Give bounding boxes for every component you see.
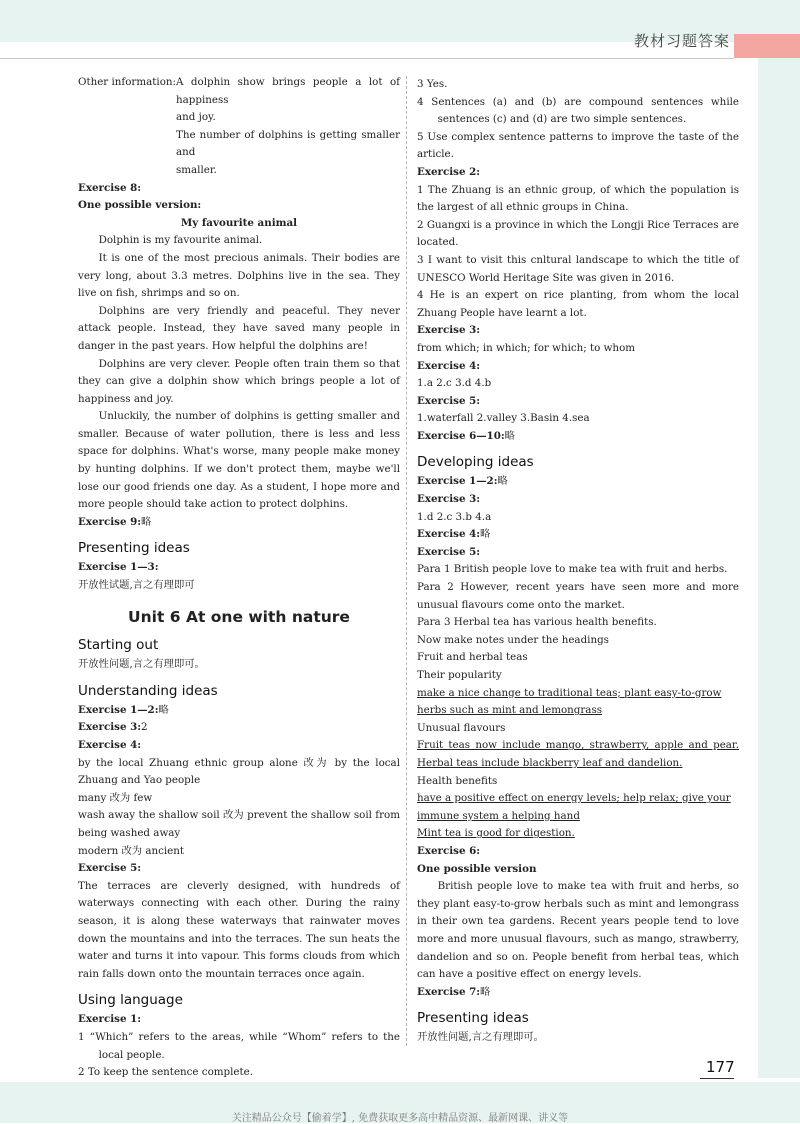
- exercise-heading: Exercise 7:: [417, 985, 481, 998]
- answer-line: 3 Yes.: [417, 78, 448, 90]
- exercise-heading: Exercise 4:: [417, 528, 481, 541]
- correction-line: by the local Zhuang ethnic group alone 改为 by the local Zhuang and Yao people: [78, 756, 400, 787]
- section-heading-presenting: Presenting ideas: [78, 540, 190, 557]
- other-info-line: The number of dolphins is getting smaller and: [176, 128, 400, 159]
- essay-paragraph: Dolphin is my favourite animal.: [98, 234, 263, 247]
- exercise-heading: Exercise 2:: [417, 165, 481, 178]
- answer-paragraph: The terraces are cleverly designed, with hundreds of waterways connecting with each other. During the rainy season, it is along these waterways that rainwater moves down the mountains and into the terraces. The sun heats the water and turns it into vapour. This forms clouds from which rain falls down onto the mountain terraces once again.: [78, 879, 400, 980]
- answer-line: 4 He is an expert on rice planting, from whom the local Zhuang People have learnt a lot.: [417, 289, 739, 319]
- answer-line: 5 Use complex sentence patterns to improve the taste of the article.: [417, 130, 739, 161]
- exercise-answer: 略: [497, 475, 508, 488]
- section-heading-understanding: Understanding ideas: [78, 682, 218, 699]
- exercise-answer: 2: [141, 721, 148, 734]
- essay-paragraph: Dolphins are very friendly and peaceful. They never attack people. Instead, they have saved many people in danger in the past years. How helpful the dolphins are!: [78, 304, 400, 352]
- exercise-answer: 略: [480, 985, 491, 998]
- essay-paragraph: Dolphins are very clever. People often train them so that they can give a dolphin show which brings people a lot of happiness and joy.: [78, 357, 400, 405]
- notes-intro: Now make notes under the headings: [417, 633, 609, 646]
- header-title: 教材习题答案: [633, 32, 730, 50]
- open-answer-text: 开放性问题,言之有理即可。: [78, 658, 205, 671]
- right-column: [417, 76, 739, 1047]
- exercise-line: [78, 702, 400, 720]
- exercise-heading: Exercise 9:: [78, 515, 142, 528]
- other-info-line: A dolphin show brings people a lot of happiness: [176, 76, 400, 106]
- exercise-line: [78, 719, 400, 737]
- exercise-heading: Exercise 8:: [78, 181, 142, 194]
- exercise-heading: Exercise 6:: [417, 844, 481, 857]
- section-heading-using-language: Using language: [78, 992, 183, 1009]
- exercise-heading: Exercise 3:: [417, 324, 481, 337]
- exercise-heading: Exercise 1—2:: [417, 475, 498, 488]
- answer-line: 3 I want to visit this cnltural landscape to which the title of UNESCO World Heritage Site was given in 2016.: [417, 253, 739, 284]
- notes-answer: Mint tea is good for digestion.: [417, 827, 575, 840]
- answer-line: 2 To keep the sentence complete.: [78, 1066, 254, 1079]
- notes-answer: make a nice change to traditional teas; plant easy-to-grow herbs such as mint and lemongrass: [417, 686, 722, 717]
- notes-heading: Health benefits: [417, 774, 498, 787]
- answer-line: 1 The Zhuang is an ethnic group, of which the population is the largest of all ethnic groups in China.: [417, 183, 739, 214]
- exercise-answer: 略: [158, 703, 169, 716]
- open-answer-text: 开放性问题,言之有理即可。: [417, 1031, 544, 1044]
- exercise-heading: Exercise 5:: [78, 862, 142, 875]
- essay-paragraph: It is one of the most precious animals. Their bodies are very long, about 3.3 metres. Dolphins live in the sea. They live on fish, shrimps and so on.: [78, 251, 400, 300]
- exercise-line: [417, 984, 739, 1002]
- exercise-line: [417, 526, 739, 544]
- exercise-heading: Exercise 5:: [417, 545, 481, 558]
- exercise-answer: 略: [504, 429, 515, 442]
- column-divider: [406, 76, 407, 1046]
- exercise-line: [417, 473, 739, 491]
- notes-heading: Unusual flavours: [417, 721, 506, 734]
- exercise-heading: Exercise 1—2:: [78, 703, 159, 716]
- para-summary: Para 2 However, recent years have seen more and more unusual flavours come onto the market.: [417, 581, 739, 611]
- left-column: [78, 74, 400, 1082]
- exercise-heading: Exercise 5:: [417, 394, 481, 407]
- other-information: [78, 74, 400, 180]
- other-info-line: smaller.: [176, 163, 217, 176]
- correction-line: many 改为 few: [78, 791, 153, 804]
- answer-line: 2 Guangxi is a province in which the Longji Rice Terraces are located.: [417, 218, 739, 249]
- exercise-line: [78, 514, 400, 532]
- notes-heading: Fruit and herbal teas: [417, 651, 528, 664]
- notes-answer: have a positive effect on energy levels; help relax; give your immune system a helping hand: [417, 792, 731, 822]
- exercise-heading: Exercise 3:: [417, 493, 481, 506]
- other-info-line: and joy.: [176, 111, 216, 124]
- correction-line: modern 改为 ancient: [78, 844, 185, 857]
- answer-line: 1 “Which” refers to the areas, while “Whom” refers to the local people.: [78, 1030, 400, 1061]
- exercise-heading: Exercise 4:: [78, 739, 142, 751]
- answer-line: 4 Sentences (a) and (b) are compound sentences while sentences (c) and (d) are two simple sentences.: [417, 95, 739, 126]
- exercise-heading: Exercise 1:: [78, 1013, 142, 1026]
- essay-title: My favourite animal: [180, 216, 298, 229]
- answer-paragraph: British people love to make tea with fruit and herbs, so they plant easy-to-grow herbals such as mint and lemongrass in their own tea gardens. Recent years people tend to love more and more unusual flavours, such as mango, strawberry, dandelion and so on. People benefit from herbal teas, which can have a positive effect on energy levels.: [417, 880, 739, 981]
- exercise-heading: Exercise 4:: [417, 359, 481, 372]
- page-number-rule: [700, 1078, 734, 1079]
- para-summary: Para 1 British people love to make tea with fruit and herbs.: [417, 563, 728, 576]
- answer-line: from which; in which; for which; to whom: [417, 341, 636, 354]
- possible-version-label: One possible version: [417, 862, 537, 875]
- section-heading-starting-out: Starting out: [78, 637, 159, 654]
- exercise-heading: Exercise 6—10:: [417, 429, 505, 442]
- exercise-heading: Exercise 3:: [78, 721, 142, 734]
- footer-text: 关注精品公众号【偷着学】, 免费获取更多高中精品资源、最新网课、讲义等: [231, 1113, 569, 1124]
- page-number: 177: [706, 1058, 735, 1076]
- header-accent-tab: [734, 34, 800, 58]
- other-info-label: Other information:: [78, 76, 176, 88]
- exercise-answer: 略: [141, 515, 152, 528]
- right-margin-band: [758, 58, 800, 1078]
- open-answer-text: 开放性试题,言之有理即可: [78, 579, 195, 592]
- essay-paragraph: Unluckily, the number of dolphins is getting smaller and smaller. Because of water pollution, there is less and less space for dolphins. What's worse, many people make money by hunting dolphins. If we don't protect them, maybe we'll lose our good friends one day. As a student, I hope more and more people should take action to protect dolphins.: [78, 410, 400, 511]
- notes-answer: Fruit teas now include mango, strawberry, apple and pear. Herbal teas include blackberry leaf and dandelion.: [417, 739, 739, 769]
- exercise-heading: Exercise 1—3:: [78, 561, 159, 574]
- answer-line: 1.a 2.c 3.d 4.b: [417, 377, 492, 390]
- notes-heading: Their popularity: [417, 669, 502, 681]
- possible-version-label: One possible version:: [78, 199, 202, 212]
- answer-line: 1.d 2.c 3.b 4.a: [417, 510, 492, 523]
- section-heading-developing: Developing ideas: [417, 454, 534, 471]
- section-heading-presenting: Presenting ideas: [417, 1010, 529, 1027]
- exercise-line: [417, 428, 739, 446]
- para-summary: Para 3 Herbal tea has various health benefits.: [417, 616, 657, 629]
- exercise-answer: 略: [480, 528, 491, 541]
- unit-title: Unit 6 At one with nature: [128, 607, 350, 626]
- header-rule: [0, 58, 734, 59]
- correction-line: wash away the shallow soil 改为 prevent the shallow soil from being washed away: [78, 809, 400, 839]
- answer-line: 1.waterfall 2.valley 3.Basin 4.sea: [417, 412, 590, 425]
